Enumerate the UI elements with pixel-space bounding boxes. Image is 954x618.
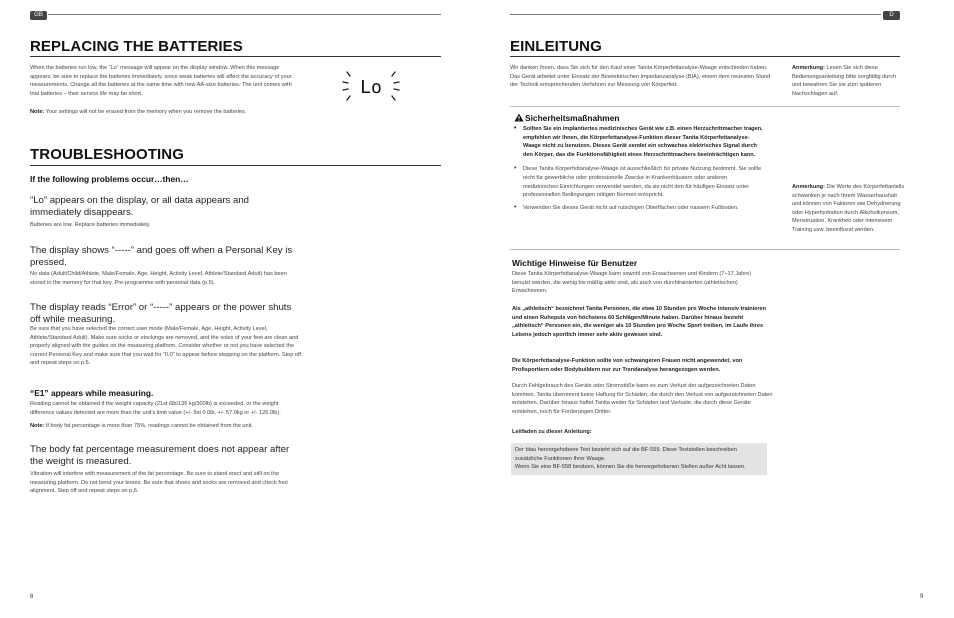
lo-display-icon (341, 68, 401, 104)
safety-bullet-3: • Verwenden Sie dieses Gerät nicht auf rutschigen Oberflächen oder nassem Fußboden. (514, 204, 764, 213)
troubleshooting-title: TROUBLESHOOTING (30, 146, 184, 163)
a3: Be sure that you have selected the correct user mode (Male/Female, Age, Height, Activity Level, Athlete/Standard Adult). Make sure socks or stockings are removed, and the soles of your feet are clean and properly aligned with the guides on the measuring platform. Consider whether or not you have selected the correct Personal Key and make sure that you wait for “0.0” to appear before stepping on the platform. Step off and repeat steps on p.6. (30, 326, 302, 367)
trouble-intro: If the following problems occur…then… (30, 174, 189, 184)
page-number-left: 8 (30, 594, 34, 600)
einleitung-rule (510, 56, 900, 57)
a4: Vibration will interfere with measurement of the fat percentage. Be sure to stand erect and still on the measuring platform. Do not bend your knees. Be sure that shoes and socks are removed and check foot alignment. Step off and repeat steps on p.6. (30, 471, 288, 495)
safety-bullet-2: • Diese Tanita Körperfettanalyse-Waage ist ausschließlich für private Nutzung bestimmt. Sie sollte nicht für gewerbliche oder professionelle Zwecke in Krankenhäusern oder anderen medizinischen Einrichtungen verwendet werden, da sie nicht den für häufigen Einsatz unter professionellen Bedingungen nötigen Normen entspricht. (514, 165, 764, 199)
a2: No data (Adult/Child/Athlete, Male/Female, Age, Height, Activity Level, Athlete/Standard Adult) has been stored in the memory for that key. Pre-programme with personal data (p.5). (30, 271, 287, 286)
replacing-rule (30, 56, 441, 57)
q4: The body fat percentage measurement does not appear after the weight is measured. (30, 444, 290, 467)
side-note-text: Lesen Sie sich diese Bedienungsanleitung bitte sorgfältig durch und bewahren Sie sie zum späteren Nachschlagen auf. (792, 65, 897, 97)
safety-list (514, 125, 764, 218)
e1-note-label: Note: (30, 423, 45, 429)
q3: The display reads “Error” or “-----” appears or the power shuts off while measuring. (30, 302, 292, 325)
hints-title: Wichtige Hinweise für Benutzer (512, 258, 638, 268)
side-note-label: Anmerkung: (792, 65, 825, 71)
top-rule-right (510, 14, 881, 15)
hints-p2: Als „athletisch“ bezeichnet Tanita Personen, die etwa 10 Stunden pro Woche intensiv trainieren und einen Ruhepuls von höchstens 60 Schlägen/Minute haben. Darüber hinaus bezieht „athletisch“ Personen ein, die weniger als 10 Stunden pro Woche Sport treiben, im Laufe ihres Lebens jedoch sportlich immer sehr aktiv gewesen sind. (512, 306, 767, 338)
warning-icon (514, 113, 524, 122)
lang-badge-gb: GB (30, 11, 47, 20)
einleitung-body: Wir danken Ihnen, dass Sie sich für den Kauf einer Tanita Körperfettanalyse-Waage entschieden haben. Das Gerät arbeitet unter Einsatz der Bioelektrischen Impedanzanalyse (BIA), einem dem neuesten Stand der Technik entsprechenden Verfahren zur Messung von Körperfett. (510, 65, 771, 89)
q1: “Lo” appears on the display, or all data appears and immediately disappears. (30, 195, 250, 218)
q2: The display shows “-----” and goes off when a Personal Key is pressed. (30, 245, 293, 268)
guide-label: Leitfaden zu dieser Anleitung: (512, 429, 592, 435)
e1-title: “E1” appears while measuring. (30, 388, 154, 398)
hints-p1: Diese Tanita Körperfettanalyse-Waage kann sowohl von Erwachsenen und Kindern (7–17 Jahre) benutzt werden, die wenig bis mäßig aktiv sind, als auch von durchtrainierten (athletischen) Erwachsenen. (512, 271, 752, 295)
hints-p3: Die Körperfettanalyse-Funktion sollte von schwangeren Frauen nicht angewendet, von Profisportlern oder Bodybuildern nur zur Trendanalyse herangezogen werden. (512, 358, 743, 373)
lo-display-text: Lo (360, 77, 382, 98)
note-text: Your settings will not be erased from the memory when you remove the batteries. (45, 109, 247, 115)
safety-title-text: Sicherheitsmaßnahmen (525, 113, 620, 123)
guide-line-1: Der blau hervorgehobene Text bezieht sich auf die BF-559. Diese Textstellen beschreiben zusätzliche Funktionen Ihrer Waage. (515, 447, 737, 462)
troubleshooting-rule (30, 165, 441, 166)
hints-rule (510, 249, 900, 250)
note-label: Note: (30, 109, 45, 115)
safety-side-note (792, 183, 907, 235)
safety-side-label: Anmerkung: (792, 184, 825, 190)
replacing-title: REPLACING THE BATTERIES (30, 38, 243, 55)
page-number-right: 9 (920, 594, 924, 600)
replacing-note (30, 108, 330, 117)
safety-side-text: Die Werte des Körperfettanteils schwanken je nach Ihrem Wasserhaushalt und können von Faktoren wie Dehydrierung oder Hyperhydration durch Alkoholkonsum, Menstruation, Krankheit oder intensivem Training usw. beeinflusst werden. (792, 184, 905, 233)
safety-bullet-1: • Sollten Sie ein implantiertes medizinisches Gerät wie z.B. einen Herzschrittmacher tragen, empfehlen wir Ihnen, die Körperfettanalyse-Funktion dieser Tanita Körperfettanalyse-Waage nicht zu benutzen. Dieses Gerät sendet ein schwaches elektrisches Signal durch den Körper, das die Funktionsfähigkeit eines Herzschrittmachers beeinträchtigen kann. (514, 125, 764, 159)
einleitung-title: EINLEITUNG (510, 38, 602, 55)
replacing-body: When the batteries run low, the “Lo” message will appear on the display window. When this message appears, be sure to replace the batteries immediately, since weak batteries will affect the accuracy of your measurements. Change all the batteries at the same time with new AA-size batteries. The unit comes with trial batteries – their service life may be short. (30, 65, 292, 97)
e1-note-text: If body fat percentage is more than 75%, readings cannot be obtained from the unit. (45, 423, 253, 429)
e1-body: Reading cannot be obtained if the weight capacity (21st 6lb/136 kg/300lb) is exceeded, or the weight difference values detected are more than the unit's limit value (+/- 9st 0.0lb, +/- 57.0kg or +/- 126.0lb). (30, 401, 281, 416)
hints-p4: Durch Fehlgebrauch des Geräts oder Stromstöße kann es zum Verlust der aufgezeichneten Daten kommen. Tanita übernimmt keine Haftung für Schäden, die durch den Verlust von aufgezeichneten Daten entstehen. Darüber hinaus haftet Tanita weder für Schäden und Verluste, die durch diese Geräte entstehen, noch für Forderungen Dritter. (512, 383, 773, 415)
safety-title (514, 113, 619, 123)
guide-line-2: Wenn Sie eine BF-558 besitzen, können Sie die hervorgehobenen Stellen außer Acht lassen. (515, 464, 746, 471)
safety-rule (510, 106, 900, 107)
e1-note (30, 422, 310, 431)
guide-box (511, 443, 767, 475)
top-rule (48, 14, 441, 15)
a1: Batteries are low. Replace batteries immediately. (30, 222, 151, 228)
right-page (477, 0, 954, 618)
einleitung-side-note (792, 64, 902, 98)
lang-badge-d: D (883, 11, 900, 20)
